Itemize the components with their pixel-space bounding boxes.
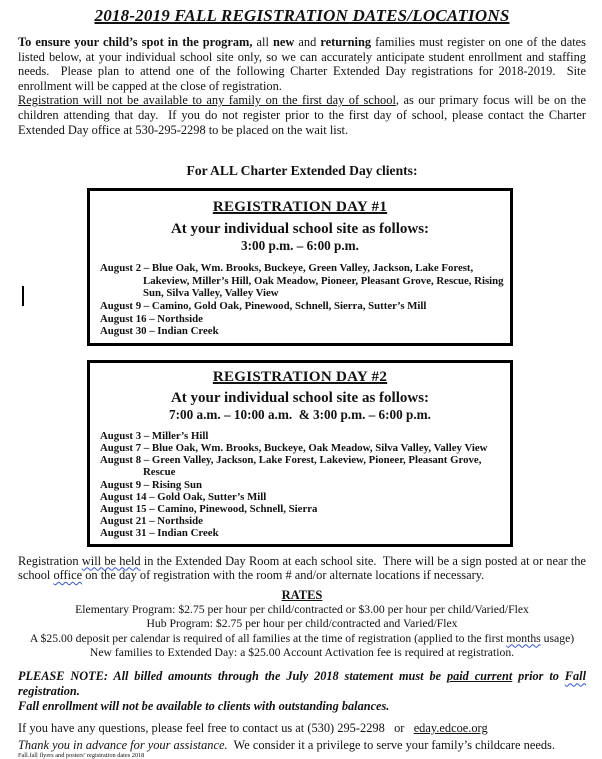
intro-bold-returning: returning bbox=[320, 35, 372, 49]
text-cursor bbox=[22, 286, 24, 306]
closing-text: We consider it a privilege to serve your family’s childcare needs. bbox=[227, 737, 555, 752]
first-day-text: , as our primary focus will be on the children attending that day. If you do not register prior to the first day of school, please contact the Charter Extended Day office at 530-295-2298 to be placed on the wait list. bbox=[18, 93, 590, 137]
closing-line bbox=[18, 738, 586, 753]
intro-text-1: all bbox=[252, 35, 273, 49]
schedule-row: August 7 – Blue Oak, Wm. Brooks, Buckeye, Oak Meadow, Silva Valley, Valley View bbox=[100, 441, 488, 454]
closing-italic: Thank you in advance for your assistance. bbox=[18, 737, 228, 752]
deposit-text-1: A $25.00 deposit per calendar is required of all families at the time of registration (applied to the first bbox=[29, 631, 507, 645]
grammar-check-underline: will be held bbox=[81, 553, 141, 568]
schedule-row: August 9 – Camino, Gold Oak, Pinewood, Schnell, Sierra, Sutter’s Mill bbox=[100, 299, 427, 312]
schedule-row: August 30 – Indian Creek bbox=[100, 325, 219, 338]
footer-text: flyers and posters’ registration dates 2018 bbox=[37, 751, 145, 759]
footer-filename-note bbox=[18, 753, 586, 759]
schedule-row: August 8 – Green Valley, Jackson, Lake Forest, Lakeview, Pioneer, Pleasant Grove, Rescue bbox=[100, 454, 482, 479]
first-day-underlined: Registration will not be available to any family on the first day of school bbox=[18, 93, 396, 108]
day1-times: 3:00 p.m. – 6:00 p.m. bbox=[241, 238, 359, 254]
contact-line bbox=[18, 721, 586, 736]
intro-paragraph bbox=[18, 35, 590, 93]
first-day-paragraph bbox=[18, 93, 590, 137]
schedule-row: August 16 – Northside bbox=[100, 312, 203, 325]
eday-website-link[interactable]: eday.edcoe.org bbox=[413, 720, 488, 735]
registration-day-1-box bbox=[87, 188, 513, 346]
intro-text-3: families must register on one of the dates listed below, at your individual school site only, so we can accurately anticipate student enrollment and staffing needs. Please plan to attend one of the following Charter Extended Day registrations for 2018-2019. Site enrollment will be capped at the close of registration. bbox=[18, 35, 590, 93]
please-note-text-1: All billed amounts through the July 2018 statement must be bbox=[107, 669, 447, 684]
day2-schedule bbox=[96, 430, 504, 540]
location-text-2: in the Extended Day Room at each school site. There will be a sign posted at or near the school bbox=[18, 553, 590, 583]
grammar-check-underline: Fall bbox=[564, 669, 586, 684]
day1-schedule bbox=[96, 262, 504, 338]
please-note-label: PLEASE NOTE: bbox=[18, 669, 108, 684]
location-text-3: on the day of registration with the room # and/or alternate locations if necessary. bbox=[82, 568, 485, 583]
deposit-text-2: usage) bbox=[540, 631, 575, 645]
intro-bold-new: new bbox=[272, 35, 295, 49]
schedule-row: August 9 – Rising Sun bbox=[100, 478, 203, 491]
contact-text: If you have any questions, please feel free to contact us at (530) 295-2298 or bbox=[18, 720, 414, 735]
rates-line-hub: Hub Program: $2.75 per hour per child/contracted and Varied/Flex bbox=[146, 617, 458, 631]
day2-heading: REGISTRATION DAY #2 bbox=[212, 368, 388, 385]
day2-times: 7:00 a.m. – 10:00 a.m. & 3:00 p.m. – 6:00 p.m. bbox=[169, 406, 431, 422]
rates-line-activation: New families to Extended Day: a $25.00 Account Activation fee is required at registration. bbox=[89, 645, 515, 659]
spelling-check-underline: Fall.fall bbox=[18, 751, 38, 759]
schedule-row: August 15 – Camino, Pinewood, Schnell, Sierra bbox=[100, 502, 318, 515]
page-title: 2018-2019 FALL REGISTRATION DATES/LOCATIONS bbox=[94, 6, 510, 25]
please-note-line-2: Fall enrollment will not be available to clients with outstanding balances. bbox=[18, 698, 390, 713]
day1-subheading: At your individual school site as follows: bbox=[170, 221, 430, 238]
registration-day-2-box bbox=[87, 360, 513, 547]
please-note-paragraph bbox=[18, 669, 590, 713]
rates-heading: RATES bbox=[281, 587, 323, 602]
schedule-row: August 3 – Miller’s Hill bbox=[100, 429, 209, 442]
rates-line-elementary: Elementary Program: $2.75 per hour per child/contracted or $3.00 per hour per child/Varied/Flex bbox=[75, 602, 529, 616]
location-note-paragraph bbox=[18, 553, 590, 583]
grammar-check-underline: office bbox=[53, 568, 83, 583]
grammar-check-underline: months bbox=[506, 631, 541, 645]
intro-bold-lead: To ensure your child’s spot in the program, bbox=[18, 35, 253, 49]
schedule-row: August 31 – Indian Creek bbox=[100, 527, 219, 540]
schedule-row: August 21 – Northside bbox=[100, 515, 203, 528]
schedule-row: August 14 – Gold Oak, Sutter’s Mill bbox=[100, 490, 267, 503]
day1-heading: REGISTRATION DAY #1 bbox=[212, 199, 388, 216]
rates-line-deposit bbox=[18, 632, 586, 646]
intro-text-2: and bbox=[294, 35, 321, 49]
clients-heading: For ALL Charter Extended Day clients: bbox=[186, 163, 418, 179]
please-note-text-2: prior to bbox=[512, 669, 565, 684]
day2-subheading: At your individual school site as follows: bbox=[170, 389, 430, 406]
schedule-row: August 2 – Blue Oak, Wm. Brooks, Buckeye, Green Valley, Jackson, Lake Forest, Lakeview, Miller’s Hill, Oak Meadow, Pioneer, Pleasant Grove, Rescue, Rising Sun, Silva Valley, Valley View bbox=[100, 262, 504, 300]
paid-current-underlined: paid current bbox=[446, 669, 513, 684]
location-text-1: Registration bbox=[18, 553, 82, 568]
please-note-text-3: registration. bbox=[18, 669, 590, 699]
